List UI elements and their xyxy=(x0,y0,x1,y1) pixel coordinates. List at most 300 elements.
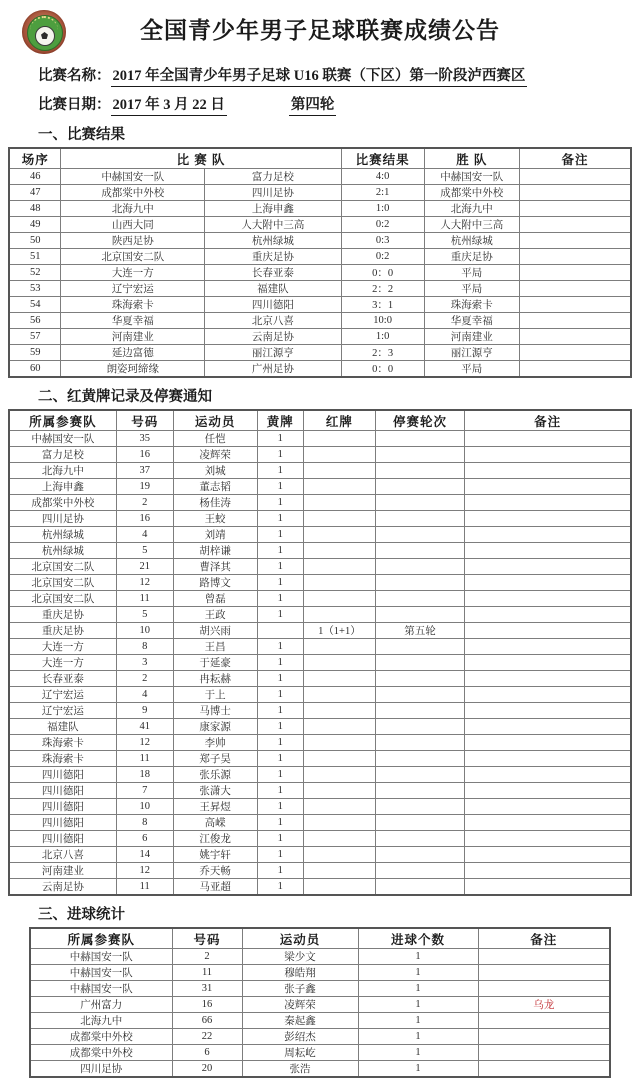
cell-player: 周耘屹 xyxy=(242,1045,358,1061)
cell-suspension xyxy=(375,719,464,735)
cell-away: 云南足协 xyxy=(205,329,341,345)
cell-remark2 xyxy=(465,543,631,559)
cell-team: 长春亚泰 xyxy=(9,671,116,687)
table-row xyxy=(30,1061,610,1078)
table-row xyxy=(9,447,631,463)
cell-remark2 xyxy=(465,479,631,495)
cell-team: 四川德阳 xyxy=(9,815,116,831)
col-header-goal-count: 进球个数 xyxy=(358,928,478,949)
cell-remark2 xyxy=(519,313,631,329)
cell-suspension xyxy=(375,447,464,463)
table-row xyxy=(9,623,631,639)
cell-number: 35 xyxy=(116,431,173,447)
col-header-suspension: 停赛轮次 xyxy=(375,410,464,431)
cell-home: 北京国安二队 xyxy=(61,249,205,265)
table-row xyxy=(9,559,631,575)
cell-goals: 1 xyxy=(358,981,478,997)
cell-team: 北海九中 xyxy=(9,463,116,479)
cell-suspension xyxy=(375,463,464,479)
cell-player: 乔天畅 xyxy=(173,863,257,879)
match-results-table xyxy=(8,147,632,378)
cell-player: 胡梓谦 xyxy=(173,543,257,559)
cell-suspension xyxy=(375,815,464,831)
cell-goals: 1 xyxy=(358,997,478,1013)
cell-goals: 1 xyxy=(358,949,478,965)
cell-yellow: 1 xyxy=(257,687,303,703)
cell-suspension xyxy=(375,863,464,879)
cell-remark2 xyxy=(465,783,631,799)
cell-suspension xyxy=(375,735,464,751)
cell-suspension xyxy=(375,607,464,623)
cell-suspension xyxy=(375,703,464,719)
cell-no: 49 xyxy=(9,217,61,233)
cell-red xyxy=(303,799,375,815)
cell-winner: 中赫国安一队 xyxy=(424,169,519,185)
cell-player: 胡兴雨 xyxy=(173,623,257,639)
cell-goals: 1 xyxy=(358,1029,478,1045)
cell-yellow: 1 xyxy=(257,575,303,591)
cell-red xyxy=(303,463,375,479)
cell-remark xyxy=(478,1061,610,1078)
cell-yellow: 1 xyxy=(257,799,303,815)
table-row xyxy=(30,1013,610,1029)
col-header-number: 号码 xyxy=(172,928,242,949)
cell-team: 成都棠中外校 xyxy=(9,495,116,511)
cell-player: 姚宇轩 xyxy=(173,847,257,863)
goal-statistics-body xyxy=(30,949,610,1078)
table-row xyxy=(30,997,610,1013)
cell-red xyxy=(303,847,375,863)
cell-remark2 xyxy=(519,169,631,185)
cell-number: 22 xyxy=(172,1029,242,1045)
cell-score: 0：0 xyxy=(341,361,424,378)
cell-player: 高嵘 xyxy=(173,815,257,831)
cell-away: 长春亚泰 xyxy=(205,265,341,281)
cell-winner: 重庆足协 xyxy=(424,249,519,265)
match-date-value: 2017 年 3 月 22 日 xyxy=(111,93,227,116)
cell-no: 60 xyxy=(9,361,61,378)
cell-remark2 xyxy=(465,687,631,703)
cell-no: 53 xyxy=(9,281,61,297)
cell-no: 51 xyxy=(9,249,61,265)
cell-suspension xyxy=(375,783,464,799)
match-name-label: 比赛名称： xyxy=(38,68,111,84)
cell-yellow: 1 xyxy=(257,783,303,799)
cell-suspension xyxy=(375,847,464,863)
cell-suspension xyxy=(375,687,464,703)
cell-yellow: 1 xyxy=(257,879,303,896)
table-row xyxy=(30,965,610,981)
cell-team: 大连一方 xyxy=(9,639,116,655)
cell-no: 50 xyxy=(9,233,61,249)
cell-team: 四川足协 xyxy=(9,511,116,527)
table-row xyxy=(9,345,631,361)
cell-player: 曹泽其 xyxy=(173,559,257,575)
col-header-winner: 胜 队 xyxy=(424,148,519,169)
cell-suspension xyxy=(375,767,464,783)
cell-goals: 1 xyxy=(358,1013,478,1029)
cell-number: 12 xyxy=(116,575,173,591)
cell-goals: 1 xyxy=(358,1045,478,1061)
cell-number: 37 xyxy=(116,463,173,479)
cell-away: 上海申鑫 xyxy=(205,201,341,217)
cell-winner: 平局 xyxy=(424,265,519,281)
cell-team: 福建队 xyxy=(9,719,116,735)
cell-remark2 xyxy=(519,361,631,378)
section-title-cards: 二、红黄牌记录及停赛通知 xyxy=(38,389,212,405)
cell-score: 0：0 xyxy=(341,265,424,281)
table-row xyxy=(9,265,631,281)
cell-red xyxy=(303,655,375,671)
cell-away: 人大附中三高 xyxy=(205,217,341,233)
cell-yellow: 1 xyxy=(257,511,303,527)
cell-number: 6 xyxy=(172,1045,242,1061)
cell-number: 5 xyxy=(116,607,173,623)
table-row xyxy=(30,1029,610,1045)
cell-remark2 xyxy=(519,233,631,249)
cell-home: 成都棠中外校 xyxy=(61,185,205,201)
cell-team: 四川德阳 xyxy=(9,799,116,815)
cell-number: 4 xyxy=(116,687,173,703)
cell-team: 北京国安二队 xyxy=(9,591,116,607)
table-row xyxy=(9,767,631,783)
cell-suspension xyxy=(375,751,464,767)
cell-remark2 xyxy=(465,447,631,463)
cell-remark2 xyxy=(465,623,631,639)
cell-winner: 成都棠中外校 xyxy=(424,185,519,201)
match-name-value: 2017 年全国青少年男子足球 U16 联赛（下区）第一阶段泸西赛区 xyxy=(111,64,528,87)
cell-remark xyxy=(478,1013,610,1029)
cell-red xyxy=(303,447,375,463)
cell-no: 56 xyxy=(9,313,61,329)
table-header-row xyxy=(9,410,631,431)
cell-player: 王昇煜 xyxy=(173,799,257,815)
cell-player: 王政 xyxy=(173,607,257,623)
cell-away: 丽江源亨 xyxy=(205,345,341,361)
cell-remark2 xyxy=(465,591,631,607)
cell-away: 北京八喜 xyxy=(205,313,341,329)
cell-number: 11 xyxy=(116,751,173,767)
cell-team: 北京国安二队 xyxy=(9,559,116,575)
cell-number: 11 xyxy=(116,591,173,607)
cell-suspension: 第五轮 xyxy=(375,623,464,639)
cell-team: 成都棠中外校 xyxy=(30,1045,172,1061)
cell-team: 成都棠中外校 xyxy=(30,1029,172,1045)
cell-player: 凌辉荣 xyxy=(173,447,257,463)
table-row xyxy=(9,815,631,831)
cell-away: 四川德阳 xyxy=(205,297,341,313)
cell-number: 2 xyxy=(172,949,242,965)
cell-remark2 xyxy=(465,719,631,735)
cell-yellow: 1 xyxy=(257,559,303,575)
cell-remark2 xyxy=(465,799,631,815)
cell-player: 冉耘赫 xyxy=(173,671,257,687)
section-title-results: 一、比赛结果 xyxy=(38,127,125,143)
col-header-remark: 备注 xyxy=(465,410,631,431)
cell-score: 1:0 xyxy=(341,201,424,217)
cell-goals: 1 xyxy=(358,965,478,981)
cell-team: 云南足协 xyxy=(9,879,116,896)
cell-yellow: 1 xyxy=(257,591,303,607)
cell-yellow: 1 xyxy=(257,607,303,623)
cell-team: 杭州绿城 xyxy=(9,543,116,559)
cell-red xyxy=(303,575,375,591)
cell-red xyxy=(303,511,375,527)
table-row xyxy=(9,799,631,815)
col-header-player: 运动员 xyxy=(173,410,257,431)
cell-player: 曾磊 xyxy=(173,591,257,607)
cell-remark2 xyxy=(519,345,631,361)
cell-team: 辽宁宏运 xyxy=(9,687,116,703)
cell-team: 珠海索卡 xyxy=(9,735,116,751)
cell-home: 河南建业 xyxy=(61,329,205,345)
cell-number: 10 xyxy=(116,623,173,639)
match-date-label: 比赛日期： xyxy=(38,97,111,113)
cell-red xyxy=(303,783,375,799)
cell-yellow: 1 xyxy=(257,847,303,863)
table-row xyxy=(9,201,631,217)
table-row xyxy=(9,687,631,703)
cell-away: 广州足协 xyxy=(205,361,341,378)
cell-remark2 xyxy=(519,217,631,233)
cell-team: 四川德阳 xyxy=(9,767,116,783)
cell-remark xyxy=(478,981,610,997)
cell-winner: 北海九中 xyxy=(424,201,519,217)
table-row xyxy=(9,831,631,847)
table-row xyxy=(30,949,610,965)
cell-suspension xyxy=(375,495,464,511)
cell-yellow: 1 xyxy=(257,527,303,543)
cell-player: 彭绍杰 xyxy=(242,1029,358,1045)
table-row xyxy=(9,169,631,185)
cell-no: 57 xyxy=(9,329,61,345)
table-row xyxy=(9,847,631,863)
cell-number: 19 xyxy=(116,479,173,495)
cell-away: 福建队 xyxy=(205,281,341,297)
card-records-body xyxy=(9,431,631,896)
cell-player: 张浩 xyxy=(242,1061,358,1078)
cell-number: 3 xyxy=(116,655,173,671)
cell-number: 8 xyxy=(116,815,173,831)
cell-red xyxy=(303,767,375,783)
cell-number: 7 xyxy=(116,783,173,799)
cell-yellow: 1 xyxy=(257,719,303,735)
cell-player: 康家源 xyxy=(173,719,257,735)
cell-number: 11 xyxy=(172,965,242,981)
cell-suspension xyxy=(375,431,464,447)
col-header-score: 比赛结果 xyxy=(341,148,424,169)
table-row xyxy=(9,297,631,313)
table-header-row xyxy=(9,148,631,169)
table-row xyxy=(9,281,631,297)
cell-yellow: 1 xyxy=(257,703,303,719)
table-row xyxy=(9,591,631,607)
cell-number: 11 xyxy=(116,879,173,896)
cell-score: 2：2 xyxy=(341,281,424,297)
table-row xyxy=(30,981,610,997)
section-title-goals: 三、进球统计 xyxy=(38,907,125,923)
cell-remark2 xyxy=(519,201,631,217)
table-row xyxy=(9,607,631,623)
cell-team: 中赫国安一队 xyxy=(30,949,172,965)
table-row xyxy=(9,671,631,687)
cell-red: 1（1+1） xyxy=(303,623,375,639)
cell-player: 刘城 xyxy=(173,463,257,479)
col-header-player: 运动员 xyxy=(242,928,358,949)
cell-yellow: 1 xyxy=(257,479,303,495)
table-row xyxy=(9,329,631,345)
cell-red xyxy=(303,543,375,559)
cell-score: 3：1 xyxy=(341,297,424,313)
cell-home: 辽宁宏运 xyxy=(61,281,205,297)
cell-number: 21 xyxy=(116,559,173,575)
cell-remark2 xyxy=(465,815,631,831)
col-header-teams: 比 赛 队 xyxy=(61,148,341,169)
table-header-row xyxy=(30,928,610,949)
cell-red xyxy=(303,703,375,719)
cell-home: 朗姿珂缔缘 xyxy=(61,361,205,378)
cell-remark2 xyxy=(465,527,631,543)
cell-home: 大连一方 xyxy=(61,265,205,281)
cell-score: 1:0 xyxy=(341,329,424,345)
cell-score: 0:2 xyxy=(341,217,424,233)
cell-red xyxy=(303,479,375,495)
cell-player: 路博文 xyxy=(173,575,257,591)
cell-yellow xyxy=(257,623,303,639)
cell-remark2 xyxy=(465,511,631,527)
cell-remark xyxy=(478,1029,610,1045)
cell-remark2 xyxy=(519,185,631,201)
cell-no: 47 xyxy=(9,185,61,201)
cell-team: 杭州绿城 xyxy=(9,527,116,543)
col-header-red-card: 红牌 xyxy=(303,410,375,431)
cell-goals: 1 xyxy=(358,1061,478,1078)
cell-player: 王蛟 xyxy=(173,511,257,527)
cell-no: 54 xyxy=(9,297,61,313)
cell-number: 12 xyxy=(116,735,173,751)
cell-suspension xyxy=(375,559,464,575)
cell-player: 凌辉荣 xyxy=(242,997,358,1013)
cell-suspension xyxy=(375,671,464,687)
table-row xyxy=(9,511,631,527)
cell-yellow: 1 xyxy=(257,639,303,655)
col-header-remark: 备注 xyxy=(519,148,631,169)
table-row xyxy=(9,479,631,495)
cell-number: 20 xyxy=(172,1061,242,1078)
cell-player: 任恺 xyxy=(173,431,257,447)
cell-team: 北海九中 xyxy=(30,1013,172,1029)
cell-team: 四川德阳 xyxy=(9,783,116,799)
cell-yellow: 1 xyxy=(257,447,303,463)
cell-remark2 xyxy=(519,281,631,297)
cell-remark2 xyxy=(465,575,631,591)
cell-red xyxy=(303,559,375,575)
cell-number: 16 xyxy=(116,447,173,463)
cell-player: 李帅 xyxy=(173,735,257,751)
cell-yellow: 1 xyxy=(257,815,303,831)
cell-remark2 xyxy=(519,297,631,313)
cell-remark2 xyxy=(465,767,631,783)
cell-winner: 平局 xyxy=(424,361,519,378)
cell-remark2 xyxy=(465,863,631,879)
cell-remark2 xyxy=(465,655,631,671)
cell-suspension xyxy=(375,591,464,607)
table-row xyxy=(9,703,631,719)
cell-yellow: 1 xyxy=(257,431,303,447)
cell-player: 马亚超 xyxy=(173,879,257,896)
cell-suspension xyxy=(375,831,464,847)
cell-red xyxy=(303,719,375,735)
cell-no: 59 xyxy=(9,345,61,361)
cell-remark2 xyxy=(465,831,631,847)
cell-score: 0:2 xyxy=(341,249,424,265)
table-row xyxy=(9,863,631,879)
match-round-value: 第四轮 xyxy=(289,93,337,116)
cell-yellow: 1 xyxy=(257,655,303,671)
cell-remark2 xyxy=(465,703,631,719)
cell-number: 6 xyxy=(116,831,173,847)
cell-team: 富力足校 xyxy=(9,447,116,463)
cell-yellow: 1 xyxy=(257,863,303,879)
cell-remark2 xyxy=(519,329,631,345)
cell-winner: 杭州绿城 xyxy=(424,233,519,249)
match-date-line xyxy=(38,93,632,116)
cell-suspension xyxy=(375,479,464,495)
cell-home: 中赫国安一队 xyxy=(61,169,205,185)
cell-number: 66 xyxy=(172,1013,242,1029)
cell-player: 张潇大 xyxy=(173,783,257,799)
cell-red xyxy=(303,591,375,607)
cell-red xyxy=(303,687,375,703)
cell-team: 河南建业 xyxy=(9,863,116,879)
cell-winner: 平局 xyxy=(424,281,519,297)
cell-team: 重庆足协 xyxy=(9,607,116,623)
cell-no: 46 xyxy=(9,169,61,185)
cell-number: 14 xyxy=(116,847,173,863)
cell-remark2 xyxy=(519,249,631,265)
cell-player: 张子鑫 xyxy=(242,981,358,997)
cell-team: 中赫国安一队 xyxy=(9,431,116,447)
cell-remark xyxy=(478,949,610,965)
card-records-table xyxy=(8,409,632,896)
cell-red xyxy=(303,815,375,831)
cell-score: 0:3 xyxy=(341,233,424,249)
cell-suspension xyxy=(375,527,464,543)
cell-suspension xyxy=(375,639,464,655)
cell-player: 梁少文 xyxy=(242,949,358,965)
cell-number: 16 xyxy=(172,997,242,1013)
cell-red xyxy=(303,607,375,623)
cell-red xyxy=(303,751,375,767)
cell-remark2 xyxy=(465,639,631,655)
cell-remark2 xyxy=(465,495,631,511)
own-goal-note: 乌龙 xyxy=(533,1000,555,1011)
cell-number: 10 xyxy=(116,799,173,815)
col-header-team: 所属参赛队 xyxy=(30,928,172,949)
page-title: 全国青少年男子足球联赛成绩公告 xyxy=(140,18,500,43)
table-row xyxy=(9,185,631,201)
cell-player: 穆皓翔 xyxy=(242,965,358,981)
cell-suspension xyxy=(375,655,464,671)
col-header-remark: 备注 xyxy=(478,928,610,949)
table-row xyxy=(9,735,631,751)
table-row xyxy=(9,719,631,735)
cell-team: 中赫国安一队 xyxy=(30,981,172,997)
cell-home: 陕西足协 xyxy=(61,233,205,249)
table-row xyxy=(9,249,631,265)
cell-winner: 河南建业 xyxy=(424,329,519,345)
cell-red xyxy=(303,639,375,655)
